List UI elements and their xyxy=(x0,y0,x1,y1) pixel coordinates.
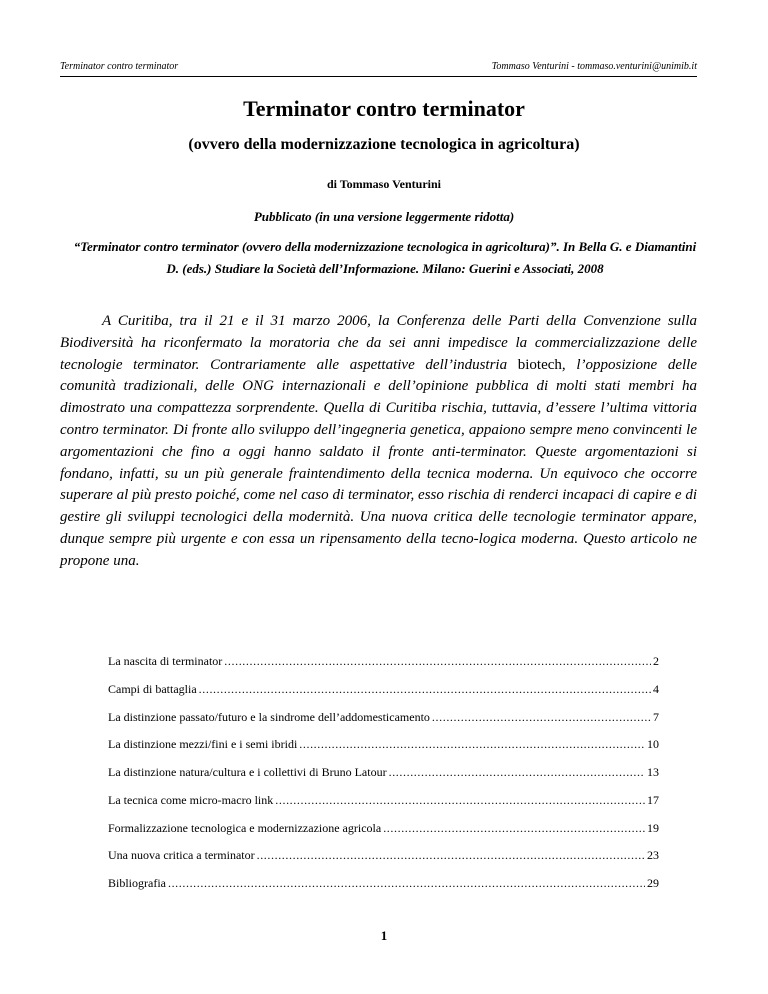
toc-entry[interactable] xyxy=(108,765,659,782)
abstract-text-1: A Curitiba, tra il 21 e il 31 marzo 2006, la Conferenza delle Parti della Convenzione sulla Biodiversità ha riconfermato la moratoria che da sei anni impedisce la commercializzazione delle tecnologie terminator. Contrariamente alle aspettative dell’industria xyxy=(60,313,697,373)
author-line: di Tommaso Venturini xyxy=(326,177,442,191)
toc-entry-label: Campi di battaglia xyxy=(108,681,197,696)
toc-entry-label: La tecnica come micro-macro link xyxy=(108,792,274,807)
toc-entry[interactable] xyxy=(108,821,659,838)
toc-entry[interactable] xyxy=(108,793,659,810)
toc-entry-page: 10 xyxy=(647,737,659,752)
abstract-term-biotech: biotech xyxy=(517,356,562,373)
toc-entry-page: 23 xyxy=(647,848,659,863)
toc-entry[interactable] xyxy=(108,710,659,727)
toc-leader xyxy=(199,682,651,697)
toc-entry-label: Bibliografia xyxy=(108,876,166,890)
toc-entry-label: La nascita di terminator xyxy=(108,654,223,668)
document-title: Terminator contro terminator xyxy=(243,96,525,121)
toc-leader xyxy=(224,654,651,669)
toc-entry-page: 13 xyxy=(647,765,659,779)
toc-entry[interactable] xyxy=(108,737,659,754)
abstract-paragraph xyxy=(60,311,697,573)
toc-entry-label: La distinzione passato/futuro e la sindrome dell’addomesticamento xyxy=(108,709,430,724)
toc-leader xyxy=(389,765,645,780)
toc-leader xyxy=(299,737,645,752)
toc-entry[interactable] xyxy=(108,654,659,671)
page-number: 1 xyxy=(380,928,388,943)
publication-label: Pubblicato (in una versione leggermente ridotta) xyxy=(253,209,515,224)
toc-leader xyxy=(432,710,651,725)
toc-entry-page: 17 xyxy=(647,792,659,807)
running-header-author: Tommaso Venturini - tommaso.venturini@unimib.it xyxy=(491,61,697,72)
toc-leader xyxy=(257,848,645,863)
running-header-title: Terminator contro terminator xyxy=(60,61,179,72)
header-rule xyxy=(60,76,697,77)
toc-entry[interactable] xyxy=(108,848,659,865)
toc-leader xyxy=(383,821,645,836)
toc-entry-label: Una nuova critica a terminator xyxy=(108,848,255,863)
toc-entry[interactable] xyxy=(108,682,659,699)
toc-leader xyxy=(168,876,645,891)
toc-entry[interactable] xyxy=(108,876,659,893)
abstract-text-2: , l’opposizione delle comunità tradizionali, delle ONG internazionali e dell’opinione pubblica di molti stati membri ha dimostrato una compattezza sorprendente. Quella di Curitiba rischia, tuttavia, d’essere l’ultima vittoria contro terminator. Di fronte allo sviluppo dell’ingegneria genetica, appaiono sempre meno convincenti le argomentazioni che fino a oggi hanno saldato il fronte anti-terminator. Queste argomentazioni si fondano, infatti, su un più generale fraintendimento della tecnica moderna. Un equivoco che occorre superare al più presto poiché, come nel caso di terminator, esso rischia di renderci incapaci di capire e di gestire gli sviluppi tecnologici della modernità. Una nuova critica delle tecnologie terminator appare, dunque sempre più urgente e con essa un ripensamento della tecno-logica moderna. Questo articolo ne propone una. xyxy=(60,356,698,569)
toc-entry-page: 7 xyxy=(653,709,659,724)
toc-entry-page: 29 xyxy=(647,876,659,890)
toc-leader xyxy=(275,793,645,808)
document-subtitle: (ovvero della modernizzazione tecnologica in agricoltura) xyxy=(188,136,580,153)
publication-citation: “Terminator contro terminator (ovvero della modernizzazione tecnologica in agricoltura)”. In Bella G. e Diamantini D. (eds.) Studiare la Società dell’Informazione. Milano: Guerini e Associati, 2008 xyxy=(73,239,697,276)
table-of-contents xyxy=(108,654,659,904)
toc-entry-label: La distinzione natura/cultura e i collettivi di Bruno Latour xyxy=(108,765,387,779)
toc-entry-label: La distinzione mezzi/fini e i semi ibridi xyxy=(108,737,298,752)
toc-entry-page: 2 xyxy=(653,654,659,668)
toc-entry-label: Formalizzazione tecnologica e modernizzazione agricola xyxy=(108,820,382,835)
toc-entry-page: 19 xyxy=(647,820,659,835)
toc-entry-page: 4 xyxy=(653,681,659,696)
